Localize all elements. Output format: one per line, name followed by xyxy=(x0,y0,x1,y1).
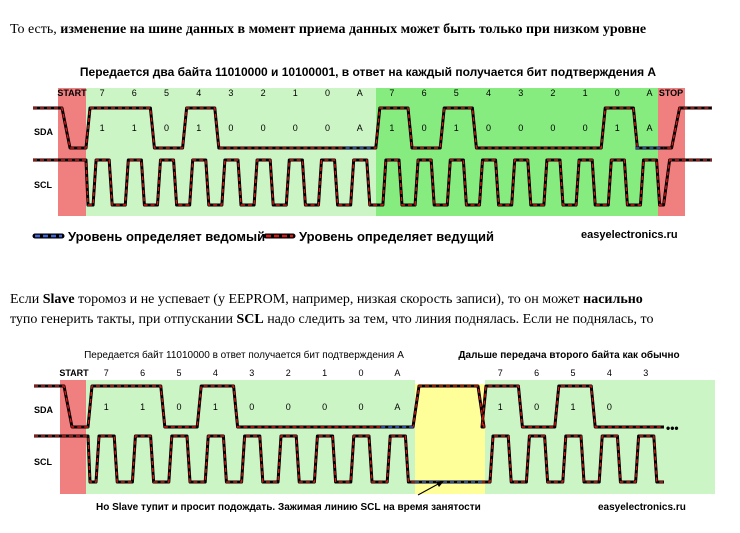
d1-bit-index: 2 xyxy=(260,88,266,98)
d1-bit-index: 4 xyxy=(485,88,492,98)
d2-bit-value: 0 xyxy=(322,402,328,412)
d1-bit-index: 5 xyxy=(163,88,170,98)
d1-bit-index: 7 xyxy=(389,88,395,98)
d1-bit-value: 0 xyxy=(292,123,298,133)
d1-bit-value: 0 xyxy=(163,123,170,133)
d1-bit-value: 1 xyxy=(389,123,395,133)
d1-bit-index: 3 xyxy=(228,88,234,98)
d2-bit-index: 4 xyxy=(212,368,218,378)
d2-wait-region xyxy=(415,384,485,494)
d2-bit-value: 0 xyxy=(176,402,182,412)
d2-ellipsis: ••• xyxy=(666,421,679,435)
d1-bit-value: 0 xyxy=(485,123,492,133)
paragraph-line-2-c: торомоз и не успевает (у EEPROM, например, низкая скорость записи), то он может xyxy=(74,292,584,307)
d2-bit-index: 0 xyxy=(358,368,364,378)
paragraph-line-2-a: Если xyxy=(10,292,43,307)
d1-scl-label: SCL xyxy=(34,180,52,190)
d1-bit-value: 0 xyxy=(518,123,524,133)
d1-bit-value: 1 xyxy=(196,123,202,133)
d2-bit-value: A xyxy=(394,402,401,412)
d2-bit-index: 2 xyxy=(285,368,291,378)
d2-sda-label: SDA xyxy=(34,405,54,415)
d2-bit-value: 0 xyxy=(249,402,255,412)
d1-bit-index: 7 xyxy=(99,88,105,98)
d1-bit-value: A xyxy=(646,123,653,133)
d2-scl-label: SCL xyxy=(34,457,52,467)
paragraph-line-3-a: тупо генерить такты, при отпускании xyxy=(10,312,237,327)
d2-bit-index: 1 xyxy=(322,368,328,378)
paragraph-line-3-c: надо следить за тем, что линия поднялась. Если не поднялась, то xyxy=(263,312,654,327)
d2-bit-value: 1 xyxy=(570,402,576,412)
d1-bit-index: 6 xyxy=(421,88,427,98)
d1-bit-index: 5 xyxy=(453,88,459,98)
d2-bit-index: A xyxy=(394,368,401,378)
d2-bit-value: 0 xyxy=(358,402,364,412)
d1-bit-value: 1 xyxy=(453,123,459,133)
d1-bit-index: 3 xyxy=(518,88,524,98)
d1-bit-index: 2 xyxy=(550,88,556,98)
d2-bit-value: 1 xyxy=(497,402,503,412)
paragraph-line-1-text: То есть, xyxy=(10,22,61,37)
d1-bit-index: 1 xyxy=(582,88,588,98)
paragraph-line-2-d: насильно xyxy=(583,292,643,307)
d1-bit-index: A xyxy=(646,88,653,98)
d2-bit-value: 0 xyxy=(534,402,540,412)
d1-bit-index: 0 xyxy=(614,88,620,98)
d1-bit-value: 0 xyxy=(550,123,556,133)
d1-bit-index: 1 xyxy=(292,88,298,98)
d1-bit-value: 1 xyxy=(131,123,137,133)
paragraph-line-1-bold: изменение на шине данных в момент приема данных может быть только при низком уровне xyxy=(60,22,647,37)
d1-bit-value: 1 xyxy=(614,123,620,133)
d2-bit-index: 3 xyxy=(249,368,255,378)
d1-bit-value: 1 xyxy=(99,123,105,133)
legend-slave-label: Уровень определяет ведомый xyxy=(68,229,266,244)
d1-bit-index: 4 xyxy=(196,88,202,98)
d1-bit-index: 0 xyxy=(324,88,331,98)
d1-bit-value: 0 xyxy=(421,123,427,133)
d2-title: Передается байт 11010000 в ответ получается бит подтверждения А xyxy=(84,350,404,361)
d1-stop-label: STOP xyxy=(658,88,684,98)
d1-bit-value: 0 xyxy=(260,123,266,133)
d1-bit-value: 0 xyxy=(582,123,588,133)
d2-bit-index: 6 xyxy=(140,368,146,378)
d1-site-label: easyelectronics.ru xyxy=(581,229,678,241)
d2-bit-value: 1 xyxy=(140,402,146,412)
d1-bit-value: 0 xyxy=(324,123,331,133)
d2-note: Но Slave тупит и просит подождать. Зажимая линию SCL на время занятости xyxy=(96,502,481,513)
d1-bit-value: A xyxy=(356,123,363,133)
d2-bit-index: 3 xyxy=(643,368,649,378)
d1-title: Передается два байта 11010000 и 10100001, в ответ на каждый получается бит подтверждения А xyxy=(79,65,657,79)
legend-master-label: Уровень определяет ведущий xyxy=(299,229,494,244)
d2-bit-index: 7 xyxy=(497,368,503,378)
d1-sda-label: SDA xyxy=(34,127,54,137)
d1-bit-index: 6 xyxy=(131,88,137,98)
d2-site-label: easyelectronics.ru xyxy=(598,502,686,513)
paragraph-line-3-b: SCL xyxy=(236,312,264,327)
d2-bit-index: 6 xyxy=(534,368,540,378)
d2-bit-index: 5 xyxy=(176,368,182,378)
d2-start-label: START xyxy=(59,368,89,378)
paragraph-line-2-b: Slave xyxy=(42,292,75,307)
d2-bit-value: 0 xyxy=(606,402,612,412)
d1-start-label: START xyxy=(57,88,87,98)
d2-bit-value: 0 xyxy=(285,402,291,412)
d2-bit-index: 5 xyxy=(570,368,576,378)
d1-bit-value: 0 xyxy=(228,123,234,133)
d2-bit-index: 4 xyxy=(606,368,612,378)
d2-bit-index: 7 xyxy=(103,368,109,378)
d1-bit-index: A xyxy=(356,88,363,98)
d2-bit-value: 1 xyxy=(103,402,109,412)
d2-title-right: Дальше передача второго байта как обычно xyxy=(458,350,680,361)
d2-bit-value: 1 xyxy=(212,402,218,412)
